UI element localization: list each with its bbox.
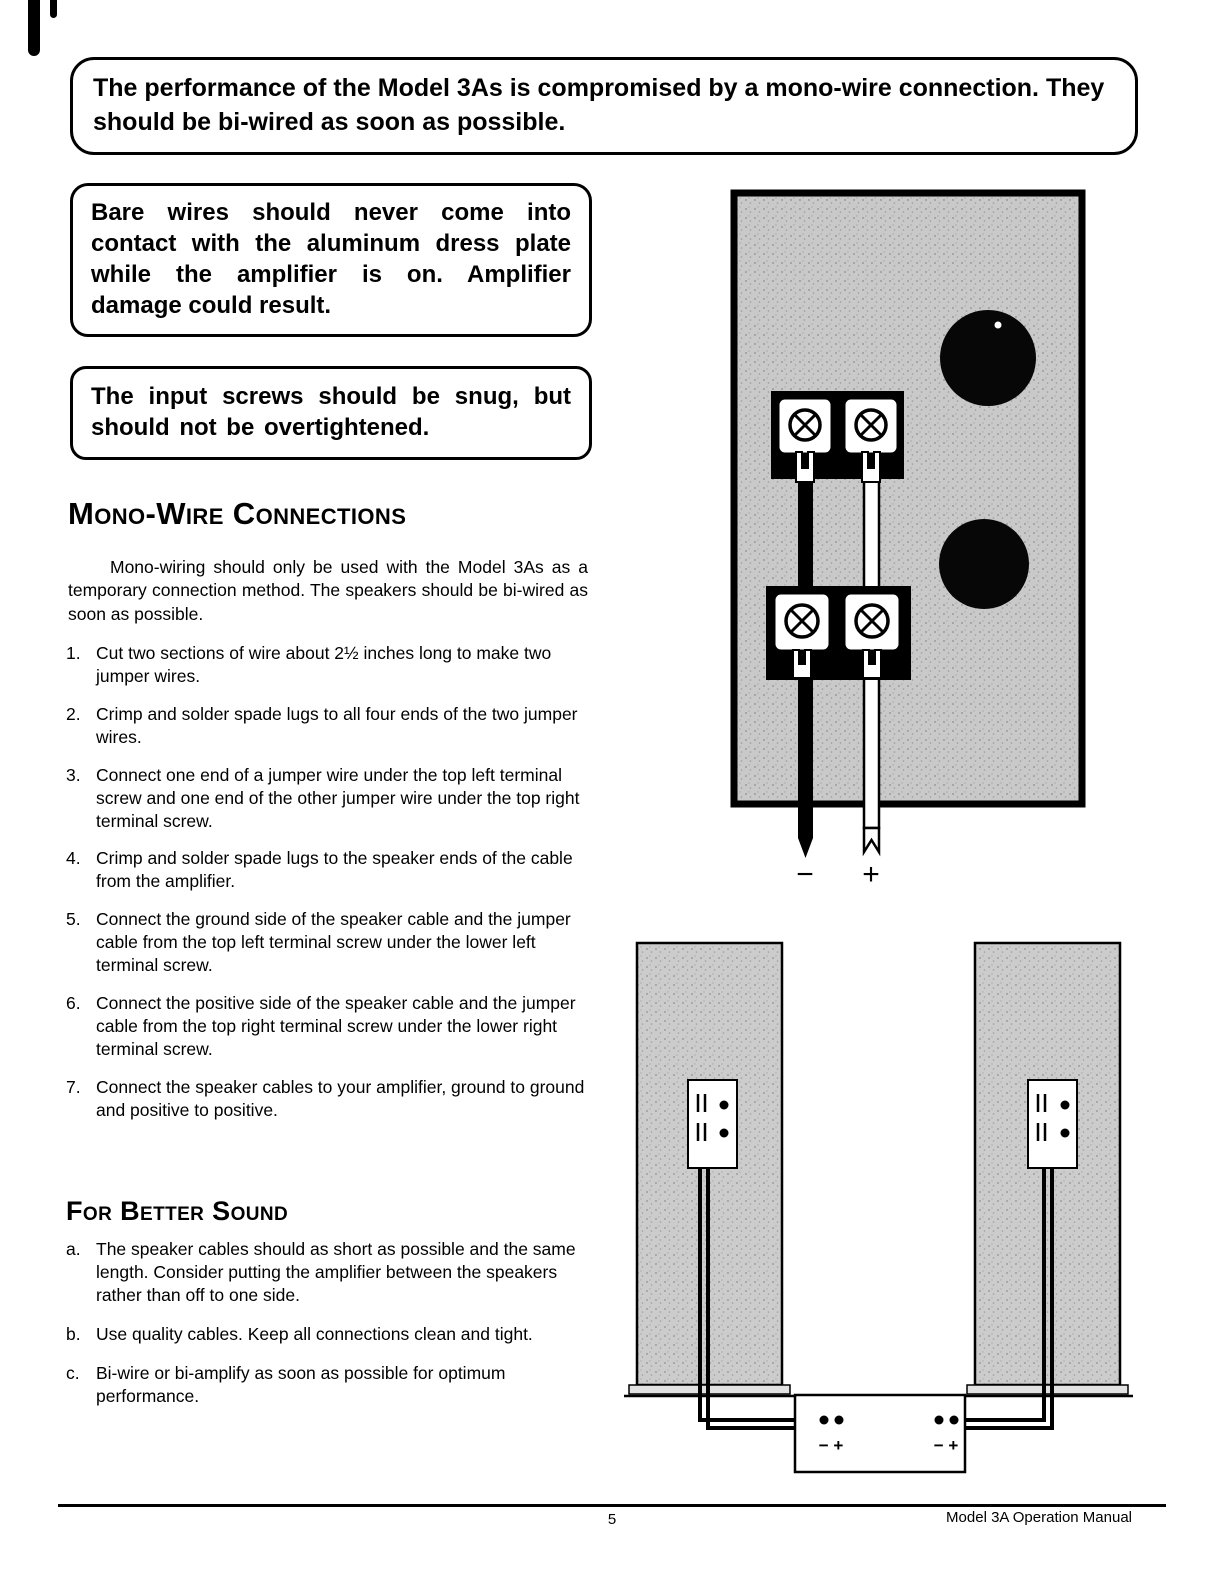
list-text: The speaker cables should as short as possible and the same length. Consider putting the amplifier between the speakers rather than off to one side.: [96, 1239, 576, 1305]
right-terminal-plate: [1028, 1080, 1077, 1168]
list-marker: a.: [66, 1239, 81, 1259]
notice-input-screws: [70, 366, 592, 460]
section-heading-better-sound: For Better Sound: [66, 1196, 289, 1226]
notice-text: The performance of the Model 3As is compromised by a mono-wire connection. They should be bi-wired as soon as possible.: [93, 74, 1105, 136]
terminal-screw-icon: [790, 410, 820, 440]
list-text: Crimp and solder spade lugs to all four ends of the two jumper wires.: [96, 703, 578, 747]
scan-artifact: [28, 0, 40, 56]
list-item: [66, 642, 596, 688]
scan-artifact: [50, 0, 57, 18]
mono-wire-steps-list: [66, 642, 596, 1137]
notice-mono-wire-warning: [70, 57, 1138, 155]
speaker-back-panel: [734, 193, 1082, 804]
positive-wire-label: +: [862, 858, 880, 891]
list-marker: b.: [66, 1323, 81, 1344]
list-item: [66, 992, 596, 1061]
terminal-screw-icon: [856, 410, 886, 440]
level-knob-icon: [940, 310, 1036, 406]
list-marker: 1.: [66, 643, 81, 663]
list-text: Connect the ground side of the speaker cable and the jumper cable from the top left terminal screw under the lower left terminal screw.: [96, 909, 571, 976]
notice-text: Bare wires should never come into contact with the aluminum dress plate while the amplifier is on. Amplifier damage could result.: [91, 199, 571, 319]
list-text: Connect the positive side of the speaker cable and the jumper cable from the top right terminal screw under the lower right terminal screw.: [96, 993, 576, 1059]
notice-text: The input screws should be snug, but should not be overtightened.: [91, 383, 571, 441]
list-text: Connect one end of a jumper wire under the top left terminal screw and one end of the other jumper wire under the top right terminal screw.: [96, 764, 580, 831]
list-marker: 3.: [66, 764, 81, 785]
list-marker: 2.: [66, 703, 81, 724]
page-number: 5: [607, 1511, 617, 1528]
list-text: Use quality cables. Keep all connections clean and tight.: [96, 1323, 533, 1344]
list-item: [66, 703, 596, 749]
terminal-screw-icon: [856, 605, 888, 637]
manual-title: Model 3A Operation Manual: [946, 1509, 1132, 1526]
terminal-panel-diagram: [726, 188, 1088, 894]
list-text: Crimp and solder spade lugs to the speaker ends of the cable from the amplifier.: [96, 848, 573, 892]
list-text: Cut two sections of wire about 2½ inches long to make two jumper wires.: [96, 643, 552, 686]
section-heading-mono-wire: Mono-Wire Connections: [68, 496, 407, 531]
list-item: [66, 764, 596, 833]
terminal-screw-icon: [786, 605, 818, 637]
mono-wire-intro: Mono-wiring should only be used with the Model 3As as a temporary connection method. The speakers should be bi-wired as soon as possible.: [68, 557, 588, 624]
amp-right-terminal-label: − +: [933, 1436, 959, 1455]
list-marker: 4.: [66, 848, 81, 869]
list-item: [66, 1362, 596, 1408]
list-item: [66, 908, 596, 977]
amplifier-box: [795, 1395, 965, 1472]
list-marker: 7.: [66, 1076, 81, 1097]
better-sound-list: [66, 1238, 596, 1424]
left-terminal-plate: [688, 1080, 737, 1168]
list-marker: c.: [66, 1362, 80, 1383]
bottom-terminal-block: [766, 586, 911, 680]
list-item: [66, 1323, 596, 1346]
negative-wire-label: −: [796, 858, 814, 891]
list-item: [66, 847, 596, 893]
footer-divider: [58, 1504, 1166, 1507]
notice-bare-wires-warning: [70, 183, 592, 337]
list-text: Bi-wire or bi-amplify as soon as possible for optimum performance.: [96, 1362, 506, 1406]
list-text: Connect the speaker cables to your amplifier, ground to ground and positive to positive.: [96, 1076, 585, 1120]
level-knob-icon: [939, 519, 1029, 609]
top-terminal-block: [771, 391, 904, 482]
list-marker: 6.: [66, 993, 81, 1014]
amp-hookup-diagram: [618, 928, 1178, 1498]
right-speaker: [962, 943, 1133, 1396]
list-item: [66, 1076, 596, 1122]
list-marker: 5.: [66, 909, 81, 930]
list-item: [66, 1238, 596, 1307]
amp-left-terminal-label: − +: [818, 1436, 844, 1455]
